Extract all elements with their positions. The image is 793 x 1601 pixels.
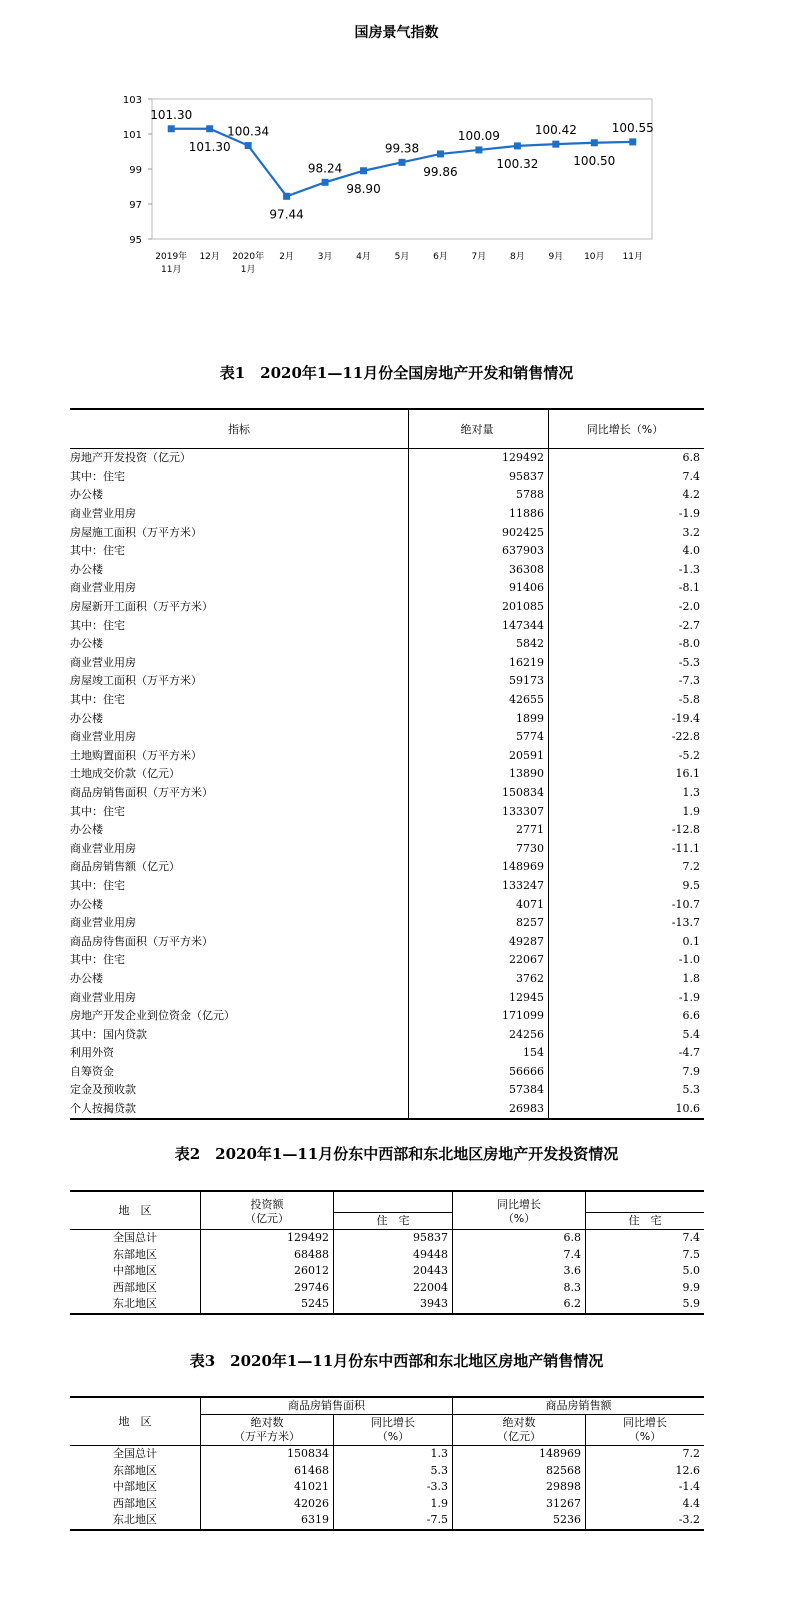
table1 (70, 408, 704, 1120)
x-tick-label: 8月 (510, 252, 525, 262)
x-tick-label: 2020年 (232, 252, 265, 262)
row-yoy: -12.8 (671, 823, 700, 837)
region-name: 东北地区 (113, 1513, 157, 1527)
x-tick-label: 10月 (584, 252, 605, 262)
row-label: 办公楼 (70, 970, 409, 989)
residential-value: 20443 (334, 1263, 453, 1280)
data-label: 97.44 (269, 207, 304, 222)
table1-row (70, 542, 704, 561)
data-label: 100.09 (457, 128, 500, 143)
row-label: 其中：住宅 (70, 468, 409, 487)
data-label: 101.30 (188, 139, 231, 154)
data-label: 100.32 (496, 156, 539, 171)
row-absolute: 147344 (409, 616, 549, 635)
y-tick-label: 103 (122, 95, 142, 106)
table2-header-residential-yoy: 住 宅 (586, 1212, 705, 1230)
data-label: 99.86 (423, 164, 458, 179)
residential-yoy: 7.4 (586, 1230, 705, 1247)
x-tick-label: 12月 (199, 252, 220, 262)
residential-yoy: 5.9 (586, 1296, 705, 1314)
table1-row (70, 561, 704, 580)
invest-yoy: 6.2 (453, 1296, 586, 1314)
data-label: 98.90 (346, 181, 381, 196)
row-label: 房屋新开工面积（万平方米） (70, 598, 409, 617)
row-label: 商品房待售面积（万平方米） (70, 932, 409, 951)
table1-header-yoy: 同比增长（%） (549, 409, 705, 449)
data-label: 100.42 (534, 123, 577, 138)
table3-row (70, 1496, 704, 1513)
row-yoy: -11.1 (671, 841, 700, 855)
row-label: 办公楼 (70, 561, 409, 580)
data-point (206, 125, 213, 132)
x-tick-label: 11月 (161, 265, 182, 275)
data-label: 100.55 (611, 120, 654, 135)
region-name: 中部地区 (113, 1480, 157, 1494)
data-label: 99.38 (384, 141, 420, 156)
row-absolute: 59173 (409, 672, 549, 691)
table1-row (70, 821, 704, 840)
region-name: 全国总计 (113, 1447, 157, 1461)
table3-header-sales-yoy: 同比增长 （%） (586, 1415, 705, 1446)
y-tick-label: 101 (122, 130, 142, 141)
table1-row (70, 654, 704, 673)
row-absolute: 148969 (409, 858, 549, 877)
x-tick-label: 4月 (356, 252, 371, 262)
x-tick-label: 3月 (317, 252, 333, 262)
row-absolute: 16219 (409, 654, 549, 673)
residential-value: 49448 (334, 1247, 453, 1264)
table3-row (70, 1463, 704, 1480)
table2-header-invest-unit: （亿元） (201, 1212, 334, 1230)
row-absolute: 11886 (409, 505, 549, 524)
row-label: 商业营业用房 (70, 914, 409, 933)
row-label: 其中：国内贷款 (70, 1025, 409, 1044)
area-yoy: 1.3 (334, 1446, 453, 1463)
row-yoy: 1.8 (682, 971, 700, 985)
table1-row (70, 988, 704, 1007)
table1-row (70, 486, 704, 505)
row-label: 房屋施工面积（万平方米） (70, 523, 409, 542)
y-tick-label: 99 (129, 165, 142, 176)
row-label: 定金及预收款 (70, 1081, 409, 1100)
row-yoy: -5.8 (678, 693, 700, 707)
table3-header-sales: 商品房销售额 (453, 1397, 705, 1415)
invest-yoy: 8.3 (453, 1280, 586, 1297)
table1-row (70, 691, 704, 710)
row-yoy: -2.7 (678, 618, 700, 632)
row-yoy: 4.2 (682, 488, 700, 502)
invest-value: 129492 (201, 1230, 334, 1247)
row-yoy: -10.7 (671, 897, 700, 911)
data-point (168, 125, 175, 132)
row-yoy: 3.2 (682, 525, 700, 539)
data-point (591, 139, 598, 146)
row-yoy: -1.9 (678, 990, 700, 1004)
row-label: 办公楼 (70, 486, 409, 505)
row-absolute: 1899 (409, 709, 549, 728)
chart-title: 国房景气指数 (354, 25, 439, 41)
row-label: 商业营业用房 (70, 505, 409, 524)
data-point (437, 150, 444, 157)
row-yoy: -5.2 (678, 748, 700, 762)
row-yoy: 1.3 (682, 785, 700, 799)
row-label: 其中：住宅 (70, 951, 409, 970)
row-label: 利用外资 (70, 1044, 409, 1063)
area-yoy: 5.3 (334, 1463, 453, 1480)
row-label: 房屋竣工面积（万平方米） (70, 672, 409, 691)
table1-row (70, 951, 704, 970)
table1-row (70, 672, 704, 691)
invest-value: 5245 (201, 1296, 334, 1314)
row-absolute: 129492 (409, 449, 549, 468)
sales-yoy: -1.4 (586, 1479, 705, 1496)
row-absolute: 20591 (409, 747, 549, 766)
x-tick-label: 2019年 (155, 252, 188, 262)
row-label: 办公楼 (70, 821, 409, 840)
table1-row (70, 1100, 704, 1120)
table1-title: 表1 2020年1—11月份全国房地产开发和销售情况 (219, 364, 574, 382)
table1-row (70, 914, 704, 933)
row-absolute: 8257 (409, 914, 549, 933)
sales-yoy: 4.4 (586, 1496, 705, 1513)
table1-row (70, 858, 704, 877)
row-yoy: 7.2 (682, 860, 700, 874)
table1-row (70, 802, 704, 821)
invest-yoy: 6.8 (453, 1230, 586, 1247)
table2-header-invest: 投资额 (201, 1191, 334, 1212)
table1-row (70, 747, 704, 766)
row-label: 办公楼 (70, 635, 409, 654)
data-point (629, 138, 636, 145)
area-yoy: 1.9 (334, 1496, 453, 1513)
row-yoy: -5.3 (678, 655, 700, 669)
invest-yoy: 3.6 (453, 1263, 586, 1280)
table3-row (70, 1512, 704, 1530)
row-yoy: 1.9 (682, 804, 700, 818)
table2-row (70, 1263, 704, 1280)
area-yoy: -3.3 (334, 1479, 453, 1496)
row-yoy: 6.8 (682, 451, 700, 465)
row-absolute: 2771 (409, 821, 549, 840)
row-yoy: -1.3 (678, 562, 700, 576)
region-name: 东北地区 (113, 1297, 157, 1311)
area-value: 41021 (201, 1479, 334, 1496)
area-value: 6319 (201, 1512, 334, 1530)
table1-row (70, 635, 704, 654)
table2-row (70, 1247, 704, 1264)
row-absolute: 95837 (409, 468, 549, 487)
residential-value: 22004 (334, 1280, 453, 1297)
row-absolute: 91406 (409, 579, 549, 598)
table1-row (70, 1081, 704, 1100)
table1-row (70, 784, 704, 803)
table1-row (70, 839, 704, 858)
invest-value: 29746 (201, 1280, 334, 1297)
table1-row (70, 1007, 704, 1026)
x-tick-label: 5月 (394, 252, 410, 262)
table2-title: 表2 2020年1—11月份东中西部和东北地区房地产开发投资情况 (174, 1145, 619, 1163)
invest-yoy: 7.4 (453, 1247, 586, 1264)
sales-value: 82568 (453, 1463, 586, 1480)
table2-row (70, 1280, 704, 1297)
table1-row (70, 579, 704, 598)
row-label: 土地成交价款（亿元） (70, 765, 409, 784)
row-absolute: 5842 (409, 635, 549, 654)
row-absolute: 4071 (409, 895, 549, 914)
x-tick-label: 6月 (433, 252, 448, 262)
sales-value: 148969 (453, 1446, 586, 1463)
residential-value: 95837 (334, 1230, 453, 1247)
table2-header-yoy: 同比增长 (453, 1191, 586, 1212)
row-absolute: 133307 (409, 802, 549, 821)
x-tick-label: 7月 (471, 252, 487, 262)
row-absolute: 57384 (409, 1081, 549, 1100)
data-point (360, 167, 367, 174)
area-yoy: -7.5 (334, 1512, 453, 1530)
row-absolute: 5774 (409, 728, 549, 747)
data-label: 101.30 (150, 107, 193, 122)
sales-value: 5236 (453, 1512, 586, 1530)
row-yoy: -7.3 (678, 674, 700, 688)
table3 (70, 1396, 704, 1531)
row-label: 办公楼 (70, 709, 409, 728)
table2 (70, 1190, 704, 1315)
row-label: 其中：住宅 (70, 542, 409, 561)
table3-header-area: 商品房销售面积 (201, 1397, 453, 1415)
row-yoy: 10.6 (675, 1102, 700, 1116)
y-tick-label: 95 (129, 235, 142, 246)
row-yoy: 0.1 (682, 934, 700, 948)
table1-row (70, 728, 704, 747)
row-yoy: 5.3 (682, 1083, 700, 1097)
row-absolute: 13890 (409, 765, 549, 784)
table1-row (70, 1044, 704, 1063)
row-yoy: -1.9 (678, 507, 700, 521)
row-absolute: 7730 (409, 839, 549, 858)
table1-header-indicator: 指标 (70, 409, 409, 449)
row-label: 商品房销售额（亿元） (70, 858, 409, 877)
row-absolute: 12945 (409, 988, 549, 1007)
table3-row (70, 1479, 704, 1496)
row-absolute: 56666 (409, 1063, 549, 1082)
table1-row (70, 1063, 704, 1082)
row-yoy: -8.1 (678, 581, 700, 595)
table2-header-residential: 住 宅 (334, 1212, 453, 1230)
row-yoy: -19.4 (671, 711, 700, 725)
row-label: 商业营业用房 (70, 988, 409, 1007)
row-label: 个人按揭贷款 (70, 1100, 409, 1120)
row-absolute: 133247 (409, 877, 549, 896)
region-name: 西部地区 (113, 1496, 157, 1510)
residential-yoy: 9.9 (586, 1280, 705, 1297)
sales-yoy: 7.2 (586, 1446, 705, 1463)
row-label: 土地购置面积（万平方米） (70, 747, 409, 766)
x-tick-label: 11月 (622, 252, 643, 262)
data-point (514, 142, 521, 149)
x-tick-label: 2月 (279, 252, 294, 262)
table2-row (70, 1230, 704, 1247)
row-label: 商业营业用房 (70, 728, 409, 747)
sales-value: 29898 (453, 1479, 586, 1496)
table2-header-region: 地 区 (70, 1191, 201, 1230)
row-absolute: 902425 (409, 523, 549, 542)
row-yoy: -22.8 (671, 730, 700, 744)
table1-row (70, 765, 704, 784)
row-yoy: -8.0 (678, 637, 700, 651)
table1-row (70, 598, 704, 617)
area-value: 61468 (201, 1463, 334, 1480)
table1-row (70, 616, 704, 635)
row-absolute: 3762 (409, 970, 549, 989)
table1-row (70, 1025, 704, 1044)
table3-title: 表3 2020年1—11月份东中西部和东北地区房地产销售情况 (189, 1352, 604, 1370)
table3-header-region: 地 区 (70, 1397, 201, 1446)
row-absolute: 49287 (409, 932, 549, 951)
row-yoy: 5.4 (682, 1027, 700, 1041)
row-label: 商业营业用房 (70, 654, 409, 673)
table1-row (70, 877, 704, 896)
table3-header-area-yoy: 同比增长 （%） (334, 1415, 453, 1446)
region-name: 东部地区 (113, 1463, 157, 1477)
invest-value: 26012 (201, 1263, 334, 1280)
sales-yoy: 12.6 (586, 1463, 705, 1480)
table2-row (70, 1296, 704, 1314)
data-point (245, 142, 252, 149)
row-yoy: 4.0 (682, 544, 700, 558)
table3-header-area-abs: 绝对数 （万平方米） (201, 1415, 334, 1446)
table3-row (70, 1446, 704, 1463)
row-yoy: -1.0 (678, 953, 700, 967)
table1-row (70, 709, 704, 728)
row-yoy: 7.9 (682, 1064, 700, 1078)
table1-row (70, 505, 704, 524)
row-absolute: 201085 (409, 598, 549, 617)
row-absolute: 5788 (409, 486, 549, 505)
row-label: 商业营业用房 (70, 579, 409, 598)
row-yoy: 7.4 (682, 469, 700, 483)
data-point (552, 141, 559, 148)
data-point (399, 159, 406, 166)
row-yoy: -13.7 (671, 916, 700, 930)
row-yoy: 16.1 (675, 767, 700, 781)
row-absolute: 154 (409, 1044, 549, 1063)
row-label: 商品房销售面积（万平方米） (70, 784, 409, 803)
sales-yoy: -3.2 (586, 1512, 705, 1530)
data-point (322, 179, 329, 186)
row-absolute: 171099 (409, 1007, 549, 1026)
sales-value: 31267 (453, 1496, 586, 1513)
row-absolute: 36308 (409, 561, 549, 580)
table1-row (70, 468, 704, 487)
data-label: 100.50 (573, 153, 616, 168)
table2-header-yoy-unit: （%） (453, 1212, 586, 1230)
row-absolute: 42655 (409, 691, 549, 710)
row-label: 其中：住宅 (70, 616, 409, 635)
row-label: 其中：住宅 (70, 877, 409, 896)
table1-row (70, 895, 704, 914)
region-name: 东部地区 (113, 1247, 157, 1261)
row-label: 自筹资金 (70, 1063, 409, 1082)
y-tick-label: 97 (129, 200, 142, 211)
row-label: 其中：住宅 (70, 691, 409, 710)
residential-value: 3943 (334, 1296, 453, 1314)
table1-row (70, 449, 704, 468)
residential-yoy: 7.5 (586, 1247, 705, 1264)
area-value: 150834 (201, 1446, 334, 1463)
row-yoy: -4.7 (678, 1046, 700, 1060)
region-name: 中部地区 (113, 1264, 157, 1278)
region-name: 西部地区 (113, 1280, 157, 1294)
row-absolute: 637903 (409, 542, 549, 561)
table1-row (70, 932, 704, 951)
data-point (475, 146, 482, 153)
line-chart (100, 88, 670, 288)
row-label: 房地产开发投资（亿元） (70, 449, 409, 468)
invest-value: 68488 (201, 1247, 334, 1264)
row-yoy: 6.6 (682, 1009, 700, 1023)
x-tick-label: 1月 (240, 265, 256, 275)
row-yoy: 9.5 (682, 878, 700, 892)
plot-area-border (152, 99, 652, 239)
row-label: 房地产开发企业到位资金（亿元） (70, 1007, 409, 1026)
row-absolute: 26983 (409, 1100, 549, 1120)
row-label: 其中：住宅 (70, 802, 409, 821)
region-name: 全国总计 (113, 1231, 157, 1245)
residential-yoy: 5.0 (586, 1263, 705, 1280)
table3-header-sales-abs: 绝对数 （亿元） (453, 1415, 586, 1446)
table1-row (70, 523, 704, 542)
row-label: 办公楼 (70, 895, 409, 914)
data-label: 98.24 (307, 161, 343, 176)
data-point (283, 193, 290, 200)
row-absolute: 24256 (409, 1025, 549, 1044)
x-tick-label: 9月 (548, 252, 564, 262)
row-yoy: -2.0 (678, 600, 700, 614)
row-label: 商业营业用房 (70, 839, 409, 858)
table1-row (70, 970, 704, 989)
area-value: 42026 (201, 1496, 334, 1513)
data-label: 100.34 (227, 124, 270, 139)
row-absolute: 150834 (409, 784, 549, 803)
row-absolute: 22067 (409, 951, 549, 970)
table1-header-absolute: 绝对量 (409, 409, 549, 449)
